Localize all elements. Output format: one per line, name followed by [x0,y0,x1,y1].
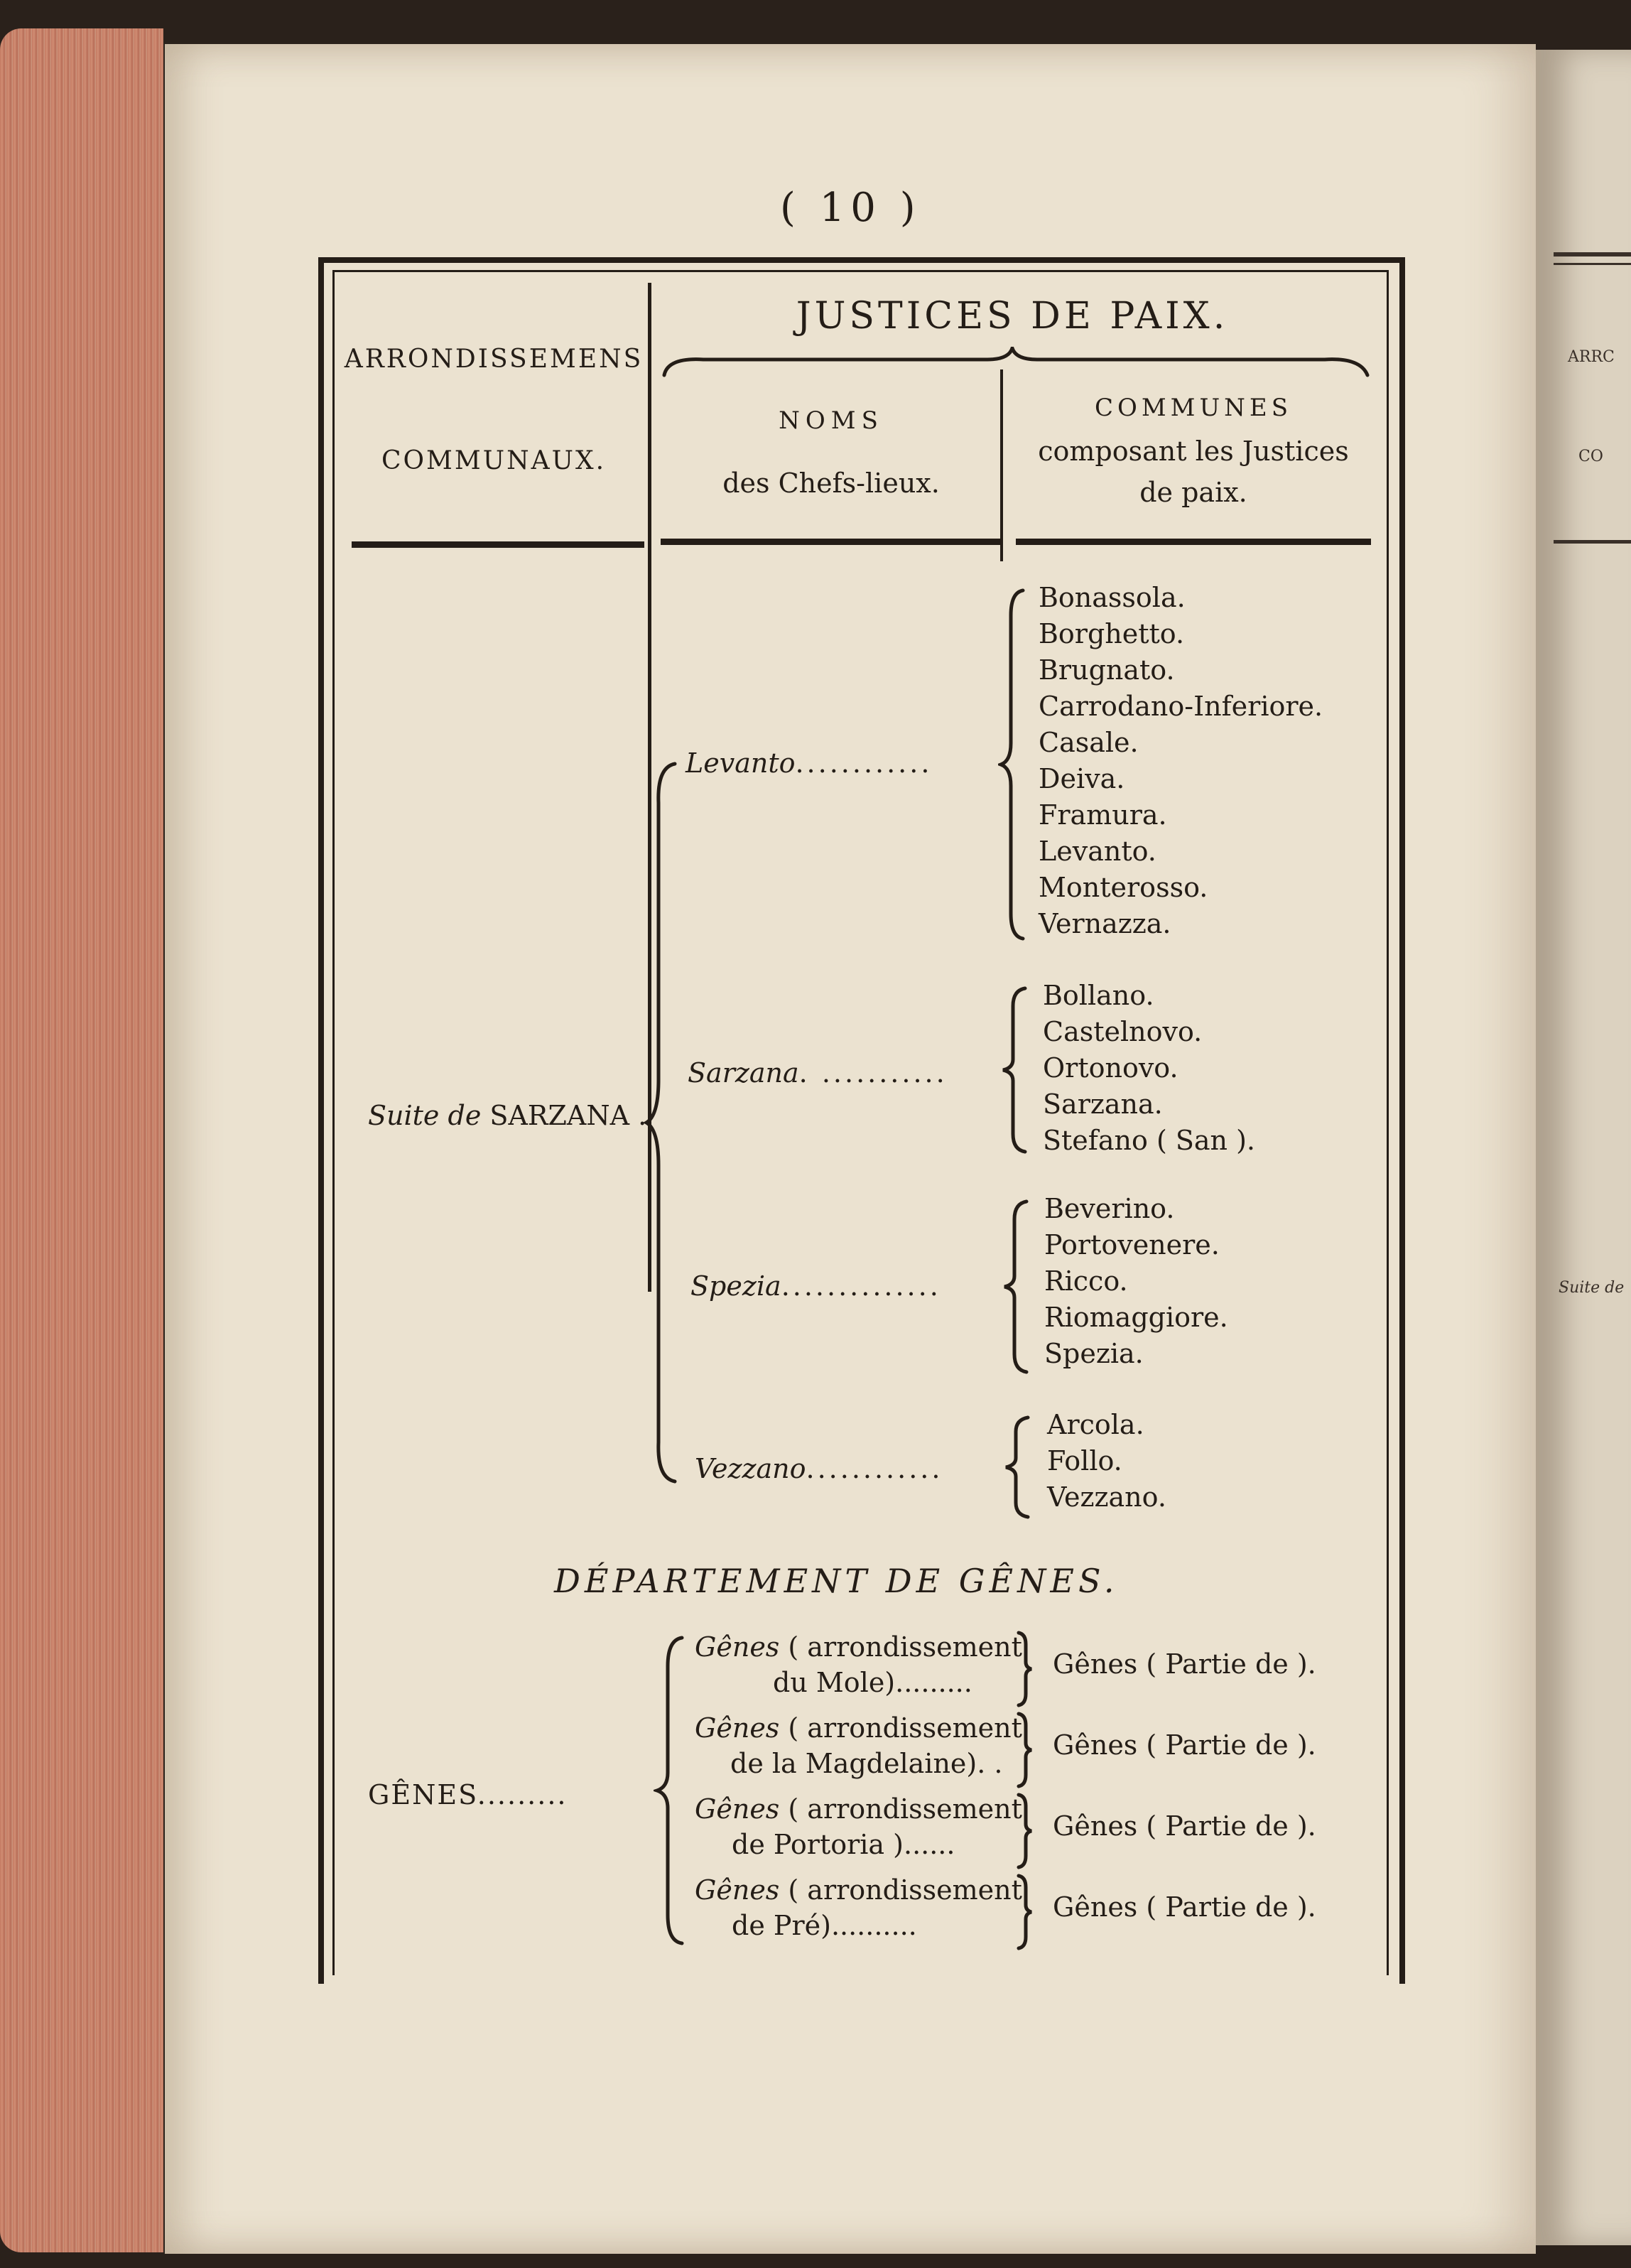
leader-dots: . ........... [798,1057,948,1089]
genes-commune-2: Gênes ( Partie de ). [1053,1729,1316,1761]
arrondissemens-header: ARRONDISSEMENS [344,345,644,374]
chef-lieu-name: Spezia [690,1270,781,1302]
commune: Stefano ( San ). [1043,1125,1255,1156]
chef-lieu-vezzano [695,1453,943,1484]
vezzano-communes-list [1047,1407,1166,1516]
genes-justice-2-line2: de la Magdelaine). . [730,1748,1003,1779]
commune: Deiva. [1039,763,1125,794]
commune: Ricco. [1044,1265,1128,1297]
commune: Arcola. [1047,1409,1144,1440]
leader-dots: .............. [781,1270,941,1302]
frame-right-inner-rule [1387,270,1389,1975]
genes-justice-2-line1 [695,1712,1022,1744]
levanto-communes-brace [998,587,1026,942]
genes-commune-3: Gênes ( Partie de ). [1053,1810,1316,1842]
department-title: DÉPARTEMENT DE GÊNES. [554,1562,1119,1600]
book-page-edges [0,28,163,2252]
genes-commune-1: Gênes ( Partie de ). [1053,1648,1316,1680]
genes-name: Gênes [695,1874,780,1906]
sarzana-communes-brace [1000,985,1029,1155]
chef-lieu-name: Vezzano [695,1453,806,1484]
communes-header: COMMUNES [1094,394,1293,422]
genes-row-brace [1016,1873,1034,1951]
commune: Riomaggiore. [1044,1302,1228,1333]
commune: Casale. [1039,727,1139,758]
next-page-rule [1554,263,1631,265]
frame-left-inner-rule [332,270,335,1975]
leader-dots: ............ [795,747,933,779]
suite-de-label: Suite de [368,1100,482,1131]
frame-top-inner-rule [334,270,1389,272]
next-page-sub-fragment: CO [1578,448,1603,465]
de-paix-header: de paix. [1139,477,1247,508]
genes-name: Gênes [695,1712,780,1744]
genes-justice-4-line1 [695,1874,1022,1906]
genes-justice-1-line1 [695,1631,1022,1663]
chefs-lieux-header: des Chefs-lieux. [722,468,940,499]
commune: Ortonovo. [1043,1052,1178,1084]
commune: Bonassola. [1039,582,1186,613]
chef-lieu-spezia [690,1270,941,1302]
composant-header: composant les Justices [1038,436,1349,467]
justices-header-brace [661,347,1371,382]
genes-row-brace [1016,1792,1034,1870]
header-divider-noms-communes [1000,369,1003,561]
noms-header: NOMS [779,406,884,435]
commune: Monterosso. [1039,872,1208,903]
next-page-edge [1536,50,1631,2245]
commune: Borghetto. [1039,618,1185,649]
genes-justice-3-line1 [695,1793,1022,1825]
genes-row-brace [1016,1711,1034,1789]
chef-lieu-name: Sarzana [688,1057,799,1089]
arrondissement-word: ( arrondissement [779,1712,1022,1744]
genes-justice-3-line2: de Portoria )...... [732,1829,955,1860]
arrondissement-word: ( arrondissement [779,1631,1022,1663]
next-page-suite-fragment: Suite de [1559,1279,1625,1297]
genes-name: Gênes [695,1631,780,1663]
page-number: ( 10 ) [780,185,921,231]
spezia-communes-brace [1002,1198,1030,1376]
genes-commune-4: Gênes ( Partie de ). [1053,1891,1316,1923]
commune: Carrodano-Inferiore. [1039,691,1323,722]
commune: Follo. [1047,1445,1122,1476]
header-bottom-rule-communes [1016,539,1371,545]
next-page-rule [1554,540,1631,544]
commune: Framura. [1039,799,1167,831]
frame-right-rule [1399,257,1405,1984]
sarzana-name: SARZANA . [489,1100,647,1131]
arrondissement-genes: GÊNES......... [368,1779,568,1810]
next-page-header-fragment: ARRC [1568,348,1615,366]
commune: Vernazza. [1039,908,1171,939]
spezia-communes-list [1044,1191,1228,1372]
header-bottom-rule-noms [661,539,1002,545]
vezzano-communes-brace [1003,1414,1031,1521]
levanto-communes-list [1039,580,1323,942]
arrondissement-sarzana [368,1100,646,1131]
leader-dots: ............ [806,1453,943,1484]
commune: Portovenere. [1044,1229,1220,1260]
commune: Vezzano. [1047,1481,1166,1513]
commune: Beverino. [1044,1193,1175,1224]
frame-top-rule [318,257,1405,263]
chef-lieu-sarzana [688,1057,948,1089]
arrondissement-word: ( arrondissement [779,1874,1022,1906]
chef-lieu-levanto [686,747,932,779]
genes-row-brace [1016,1630,1034,1708]
next-page-rule [1554,252,1631,256]
commune: Castelnovo. [1043,1016,1203,1047]
communaux-header: COMMUNAUX. [381,446,607,475]
commune: Brugnato. [1039,654,1175,686]
arrondissement-word: ( arrondissement [779,1793,1022,1825]
commune: Levanto. [1039,836,1156,867]
frame-left-rule [318,257,324,1984]
chef-lieu-name: Levanto [686,747,796,779]
genes-name: Gênes [695,1793,780,1825]
header-bottom-rule-arr [352,541,644,548]
commune: Spezia. [1044,1338,1144,1369]
sarzana-communes-list [1043,978,1255,1159]
genes-brace [654,1634,689,1947]
justices-de-paix-header: JUSTICES DE PAIX. [796,295,1229,338]
sarzana-brace [643,760,686,1485]
commune: Sarzana. [1043,1089,1163,1120]
commune: Bollano. [1043,980,1154,1011]
genes-justice-4-line2: de Pré).......... [732,1910,917,1941]
genes-justice-1-line2: du Mole)......... [773,1667,972,1698]
